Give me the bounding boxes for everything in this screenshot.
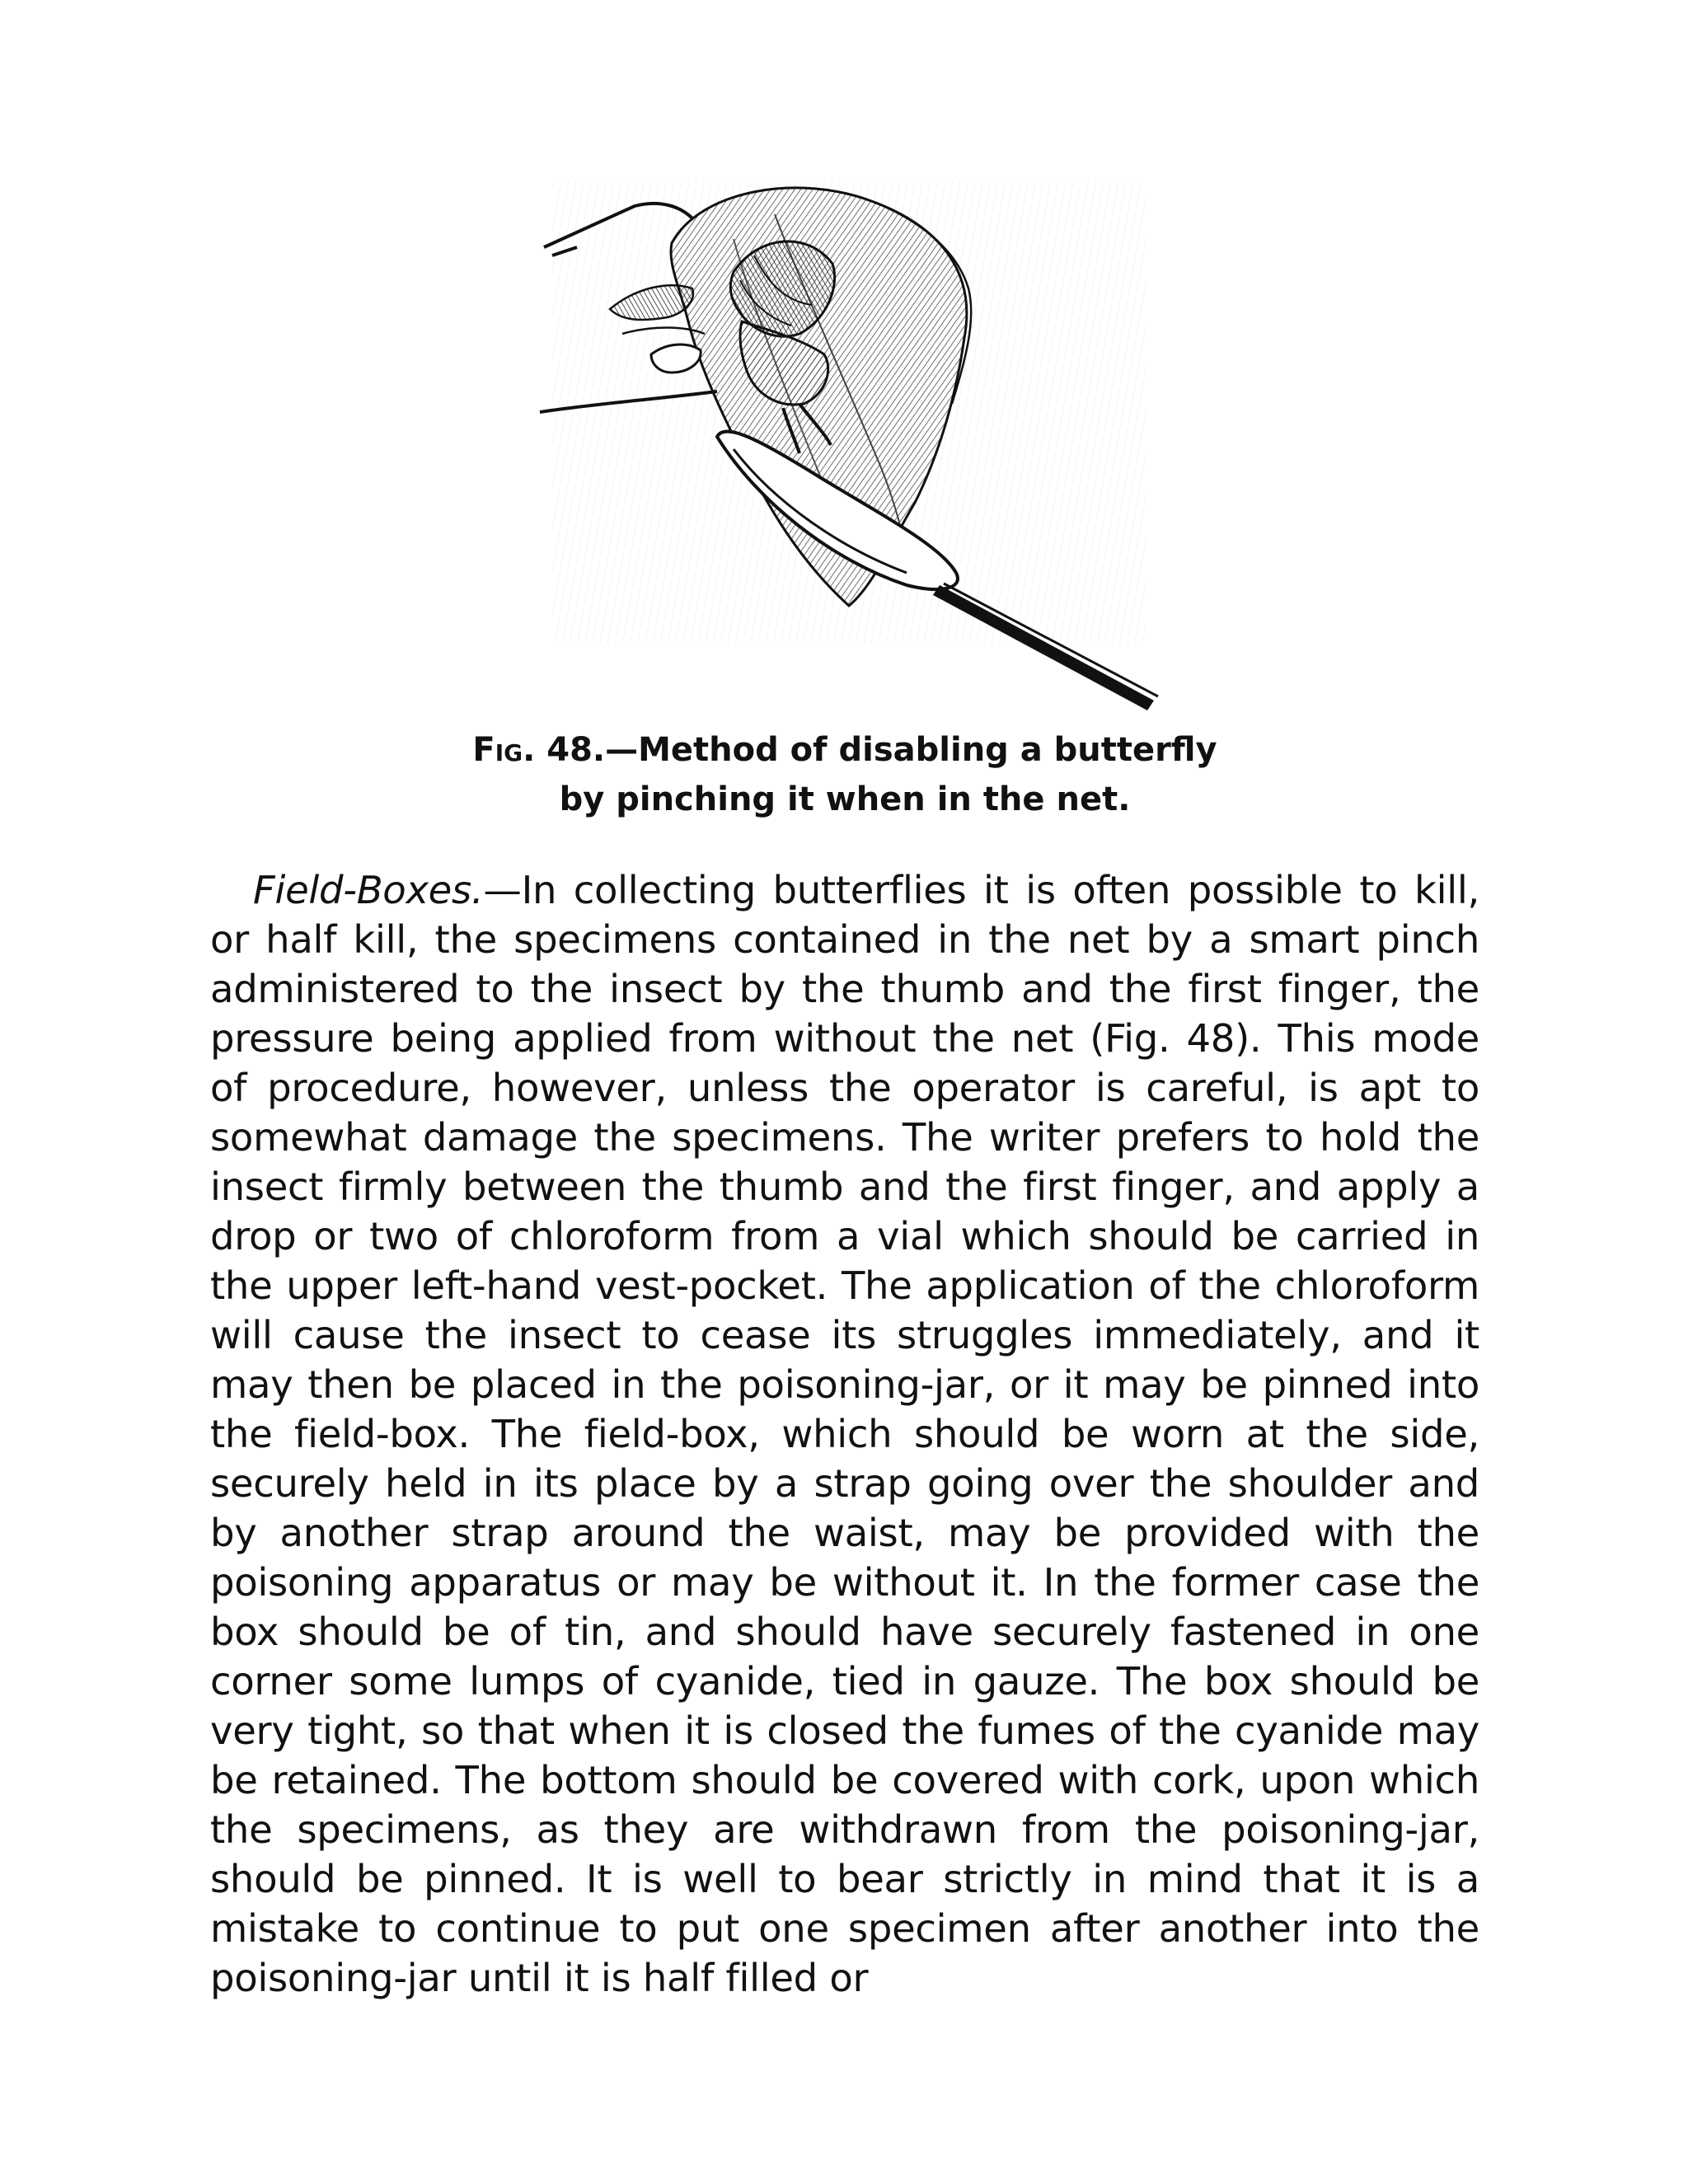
body-paragraph: [210, 865, 1479, 2003]
butterfly-net-drawing: [528, 157, 1162, 725]
paragraph-text: —In collecting butterflies it is often possible to kill, or half kill, the specimens contained in the net by a smart pinch administered to the insect by the thumb and the first finger, the pressure being applied from without the net (Fig. 48). This mode of procedure, however, unless the operator is careful, is apt to somewhat damage the specimens. The writer prefers to hold the insect firmly between the thumb and the first finger, and apply a drop or two of chloroform from a vial which should be carried in the upper left-hand vest-pocket. The application of the chloroform will cause the insect to cease its struggles immediately, and it may then be placed in the poisoning-jar, or it may be pinned into the field-box. The field-box, which should be worn at the side, securely held in its place by a strap going over the shoulder and by another strap around the waist, may be provided with the poisoning apparatus or may be without it. In the former case the box should be of tin, and should have securely fastened in one corner some lumps of cyanide, tied in gauze. The box should be very tight, so that when it is closed the fumes of the cyanide may be retained. The bottom should be covered with cork, upon which the specimens, as they are withdrawn from the poisoning-jar, should be pinned. It is well to bear strictly in mind that it is a mistake to continue to put one specimen after another into the poisoning-jar until it is half filled or: [210, 868, 1479, 2000]
figure-label: Fig.: [472, 731, 536, 769]
figure-caption: [462, 725, 1228, 824]
figure-illustration: [528, 157, 1162, 725]
figure-caption-text: 48.—Method of disabling a butterfly by pinching it when in the net.: [535, 731, 1217, 818]
section-title: Field-Boxes.: [253, 868, 484, 912]
